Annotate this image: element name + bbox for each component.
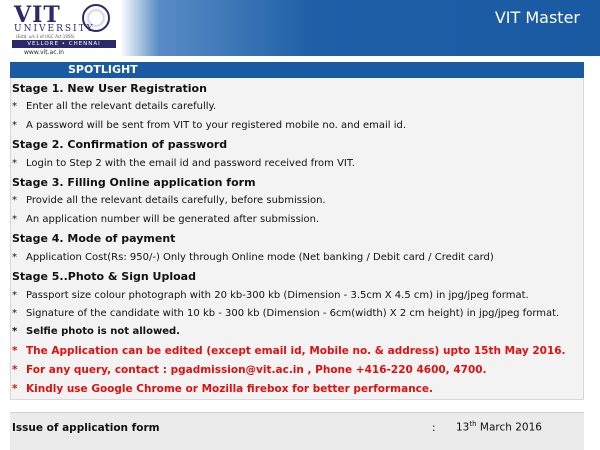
bullet-star: * (12, 308, 17, 319)
bullet-star: * (12, 195, 17, 206)
issue-date-label: Issue of application form (12, 422, 160, 434)
page-header (0, 0, 600, 56)
notice-browser: * Kindly use Google Chrome or Mozilla firebox for better performance. (12, 383, 434, 395)
stage-1-heading: Stage 1. New User Registration (12, 82, 207, 95)
stage-3-heading: Stage 3. Filling Online application form (12, 176, 256, 189)
stage-2-heading: Stage 2. Confirmation of password (12, 138, 228, 151)
bullet-star: * (12, 214, 17, 225)
logo-established: (Estd. u/s 3 of UGC Act 1956) (16, 34, 75, 39)
logo-name: VIT (14, 2, 61, 28)
stage-4-heading: Stage 4. Mode of payment (12, 232, 176, 245)
bullet-star: * (12, 101, 17, 112)
bullet-star: * (12, 158, 17, 169)
notice-edit-deadline: * The Application can be edited (except email id, Mobile no. & address) upto 15th May 2016. (12, 345, 566, 357)
list-item: * Signature of the candidate with 10 kb - 300 kb (Dimension - 6cm(width) X 2 cm height) in jpg/jpeg format. (12, 308, 560, 319)
header-bar (120, 0, 600, 56)
page-title: VIT Master (494, 8, 580, 27)
logo-subtitle: UNIVERSITY (14, 24, 95, 34)
list-item: * Selfie photo is not allowed. (12, 326, 180, 337)
list-item: * Passport size colour photograph with 20 kb-300 kb (Dimension - 3.5cm X 4.5 cm) in jpg/jpeg format. (12, 290, 529, 301)
bullet-star: * (12, 364, 18, 376)
logo-url: www.vit.ac.in (24, 49, 64, 56)
list-item: * Application Cost(Rs: 950/-) Only through Online mode (Net banking / Debit card / Credit card) (12, 252, 494, 263)
logo-locations: VELLORE • CHENNAI (12, 40, 116, 48)
bullet-star: * (12, 383, 18, 395)
issue-date-value: 13th March 2016 (456, 420, 542, 434)
stage-5-heading: Stage 5..Photo & Sign Upload (12, 270, 196, 283)
list-item: * Login to Step 2 with the email id and password received from VIT. (12, 158, 355, 169)
list-item: * A password will be sent from VIT to your registered mobile no. and email id. (12, 120, 407, 131)
bullet-star: * (12, 252, 17, 263)
bullet-star: * (12, 290, 17, 301)
list-item: * Enter all the relevant details carefully. (12, 101, 217, 112)
list-item: * An application number will be generated after submission. (12, 214, 320, 225)
notice-contact: * For any query, contact : pgadmission@vit.ac.in , Phone +416-220 4600, 4700. (12, 364, 487, 376)
bullet-star: * (12, 326, 18, 337)
vit-logo[interactable] (8, 2, 120, 54)
bullet-star: * (12, 345, 18, 357)
spotlight-heading: SPOTLIGHT (10, 62, 584, 78)
bullet-star: * (12, 120, 17, 131)
issue-date-colon: : (432, 422, 436, 434)
list-item: * Provide all the relevant details carefully, before submission. (12, 195, 326, 206)
